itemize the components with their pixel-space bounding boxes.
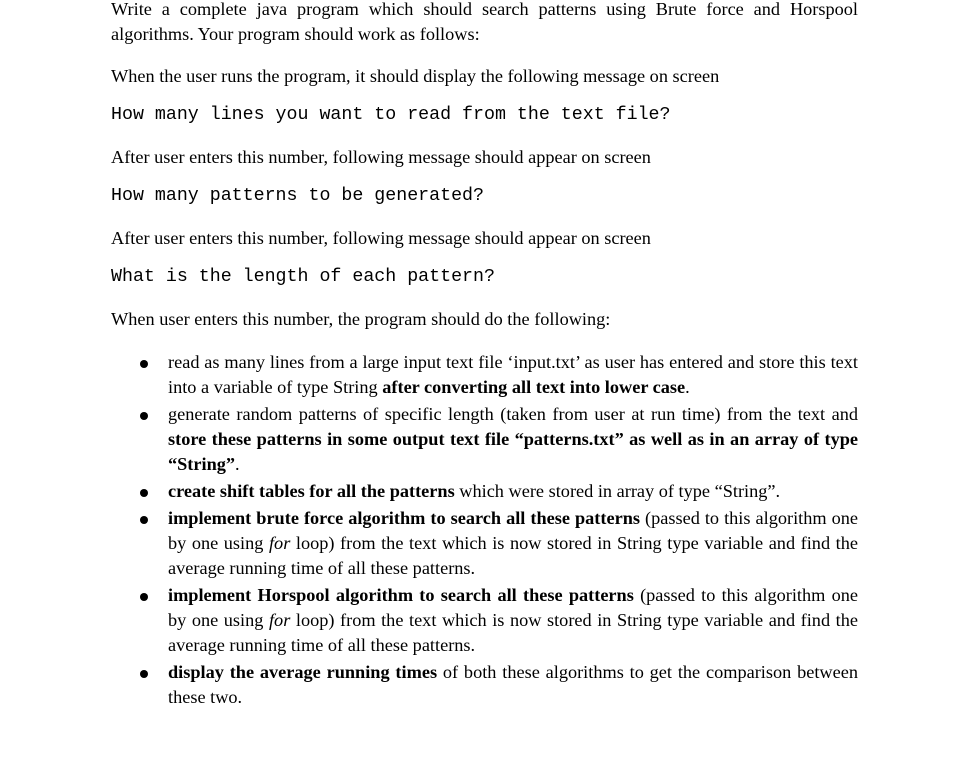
bullet-dot — [140, 479, 149, 504]
list-item: display the average running times of both these algorithms to get the comparison between these two. — [111, 660, 858, 710]
bullet-dot — [140, 402, 149, 427]
prompt-length: What is the length of each pattern? — [111, 267, 495, 287]
intro-paragraph: Write a complete java program which should search patterns using Brute force and Horspool algorithms. Your program should work as follows: — [111, 0, 858, 44]
bullet-dot — [140, 350, 149, 375]
list-item: implement Horspool algorithm to search all these patterns (passed to this algorithm one by one using for loop) from the text which is now stored in String type variable and find the average running time of all these patterns. — [111, 583, 858, 658]
bullet-dot — [140, 660, 149, 685]
step1-text: When the user runs the program, it should display the following message on screen — [111, 66, 720, 86]
list-item: create shift tables for all the patterns which were stored in array of type “String”. — [111, 479, 858, 504]
step2-text: After user enters this number, following message should appear on screen — [111, 147, 651, 167]
prompt-lines: How many lines you want to read from the text file? — [111, 105, 671, 125]
bullet-dot — [140, 506, 149, 531]
list-item: generate random patterns of specific length (taken from user at run time) from the text and store these patterns in some output text file “patterns.txt” as well as in an array of type “String”. — [111, 402, 858, 477]
list-item: implement brute force algorithm to search all these patterns (passed to this algorithm one by one using for loop) from the text which is now stored in String type variable and find the average running time of all these patterns. — [111, 506, 858, 581]
bullet-dot — [140, 583, 149, 608]
requirements-list — [111, 350, 858, 710]
prompt-patterns: How many patterns to be generated? — [111, 186, 484, 206]
step4-text: When user enters this number, the program should do the following: — [111, 309, 611, 329]
list-item: read as many lines from a large input text file ‘input.txt’ as user has entered and store this text into a variable of type String after converting all text into lower case. — [111, 350, 858, 400]
step3-text: After user enters this number, following message should appear on screen — [111, 228, 651, 248]
document-page — [111, 0, 858, 710]
